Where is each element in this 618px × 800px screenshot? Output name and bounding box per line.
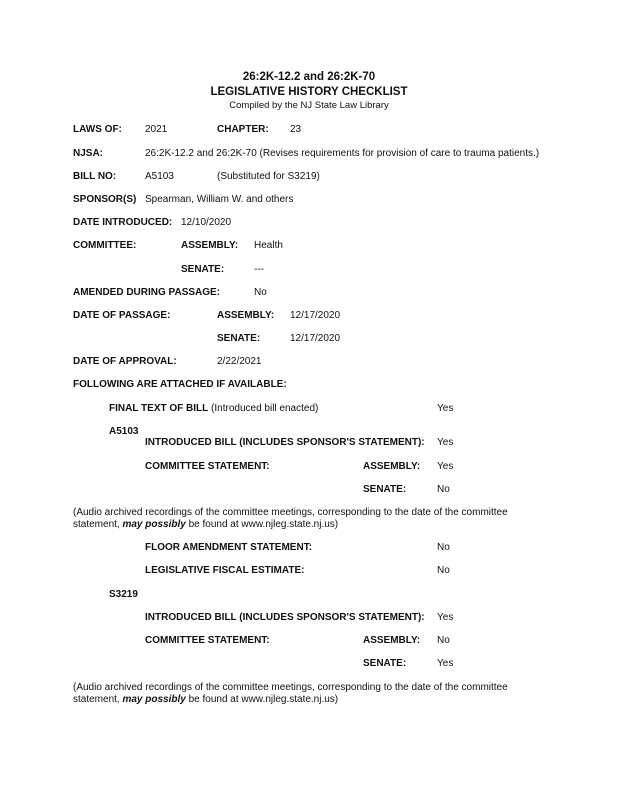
a5103-audio-text-end: be found at www.njleg.state.nj.us)	[185, 519, 339, 530]
s3219-committee-label: COMMITTEE STATEMENT:	[145, 635, 270, 646]
s3219-senate-label: SENATE:	[363, 658, 407, 669]
date-introduced-value: 12/10/2020	[181, 217, 232, 228]
amended-value: No	[254, 287, 267, 298]
sponsor-label: SPONSOR(S)	[73, 194, 137, 205]
a5103-committee-label: COMMITTEE STATEMENT:	[145, 461, 270, 472]
final-text-label: FINAL TEXT OF BILL	[109, 403, 209, 414]
laws-of-label: LAWS OF:	[73, 124, 122, 135]
s3219-audio-text: statement,	[73, 694, 123, 705]
committee-label: COMMITTEE:	[73, 240, 137, 251]
sponsor-value: Spearman, William W. and others	[145, 194, 294, 205]
page-subtitle: LEGISLATIVE HISTORY CHECKLIST	[210, 86, 408, 98]
a5103-heading: A5103	[109, 426, 139, 437]
bill-no-label: BILL NO:	[73, 171, 117, 182]
committee-assembly-label: ASSEMBLY:	[181, 240, 239, 251]
approval-value: 2/22/2021	[217, 356, 262, 367]
passage-assembly-label: ASSEMBLY:	[217, 310, 275, 321]
committee-assembly-value: Health	[254, 240, 283, 251]
a5103-introduced-label: INTRODUCED BILL (INCLUDES SPONSOR'S STATEMENT):	[145, 437, 425, 448]
passage-label: DATE OF PASSAGE:	[73, 310, 171, 321]
a5103-audio-note-line1: (Audio archived recordings of the committee meetings, corresponding to the date of the committee	[73, 507, 508, 518]
passage-senate-value: 12/17/2020	[290, 333, 341, 344]
compiled-by: Compiled by the NJ State Law Library	[229, 100, 389, 111]
s3219-heading: S3219	[109, 589, 138, 600]
page-title: 26:2K-12.2 and 26:2K-70	[242, 71, 376, 83]
a5103-senate-value: No	[437, 484, 450, 495]
final-text-note: (Introduced bill enacted)	[208, 403, 319, 414]
s3219-introduced-value: Yes	[437, 612, 454, 623]
final-text-value: Yes	[437, 403, 454, 414]
s3219-audio-text-end: be found at www.njleg.state.nj.us)	[185, 694, 339, 705]
chapter-value: 23	[290, 124, 302, 135]
bill-substituted: (Substituted for S3219)	[217, 171, 320, 182]
s3219-audio-emphasis: may possibly	[122, 694, 186, 705]
amended-label: AMENDED DURING PASSAGE:	[73, 287, 221, 298]
a5103-fiscal-value: No	[437, 565, 450, 576]
bill-no-value: A5103	[145, 171, 174, 182]
approval-label: DATE OF APPROVAL:	[73, 356, 177, 367]
s3219-introduced-label: INTRODUCED BILL (INCLUDES SPONSOR'S STATEMENT):	[145, 612, 425, 623]
a5103-fiscal-label: LEGISLATIVE FISCAL ESTIMATE:	[145, 565, 305, 576]
s3219-audio-note-line2	[73, 694, 338, 706]
laws-of-value: 2021	[145, 124, 168, 135]
a5103-audio-text: statement,	[73, 519, 123, 530]
njsa-value: 26:2K-12.2 and 26:2K-70 (Revises requirements for provision of care to trauma patients.)	[145, 148, 540, 159]
attached-label: FOLLOWING ARE ATTACHED IF AVAILABLE:	[73, 379, 287, 390]
a5103-senate-label: SENATE:	[363, 484, 407, 495]
final-text-row	[109, 403, 318, 415]
committee-senate-value: ---	[254, 264, 264, 275]
a5103-introduced-value: Yes	[437, 437, 454, 448]
s3219-assembly-label: ASSEMBLY:	[363, 635, 421, 646]
a5103-audio-note-line2	[73, 519, 338, 531]
a5103-audio-emphasis: may possibly	[122, 519, 186, 530]
a5103-assembly-value: Yes	[437, 461, 454, 472]
passage-senate-label: SENATE:	[217, 333, 261, 344]
s3219-assembly-value: No	[437, 635, 450, 646]
a5103-floor-label: FLOOR AMENDMENT STATEMENT:	[145, 542, 313, 553]
chapter-label: CHAPTER:	[217, 124, 269, 135]
njsa-label: NJSA:	[73, 148, 104, 159]
date-introduced-label: DATE INTRODUCED:	[73, 217, 173, 228]
s3219-audio-note-line1: (Audio archived recordings of the committee meetings, corresponding to the date of the committee	[73, 682, 508, 693]
s3219-senate-value: Yes	[437, 658, 454, 669]
a5103-assembly-label: ASSEMBLY:	[363, 461, 421, 472]
committee-senate-label: SENATE:	[181, 264, 225, 275]
passage-assembly-value: 12/17/2020	[290, 310, 341, 321]
a5103-floor-value: No	[437, 542, 450, 553]
